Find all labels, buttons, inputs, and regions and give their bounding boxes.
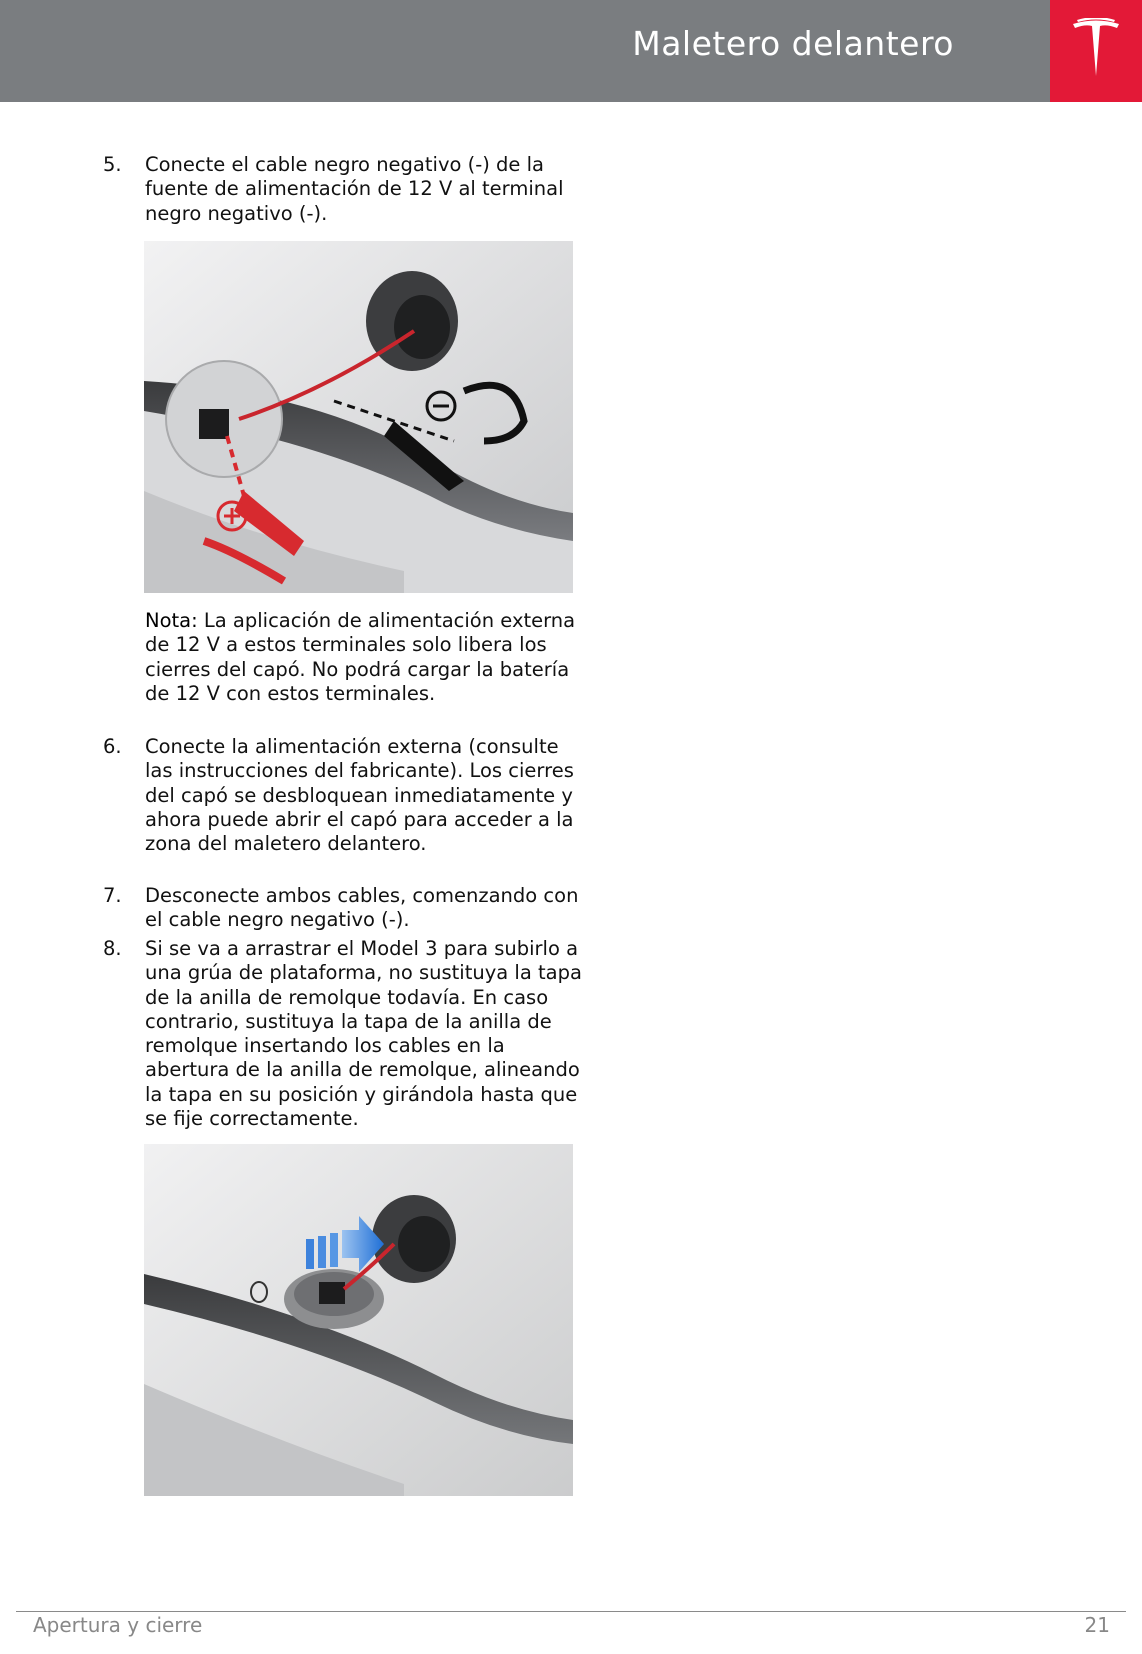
page-number: 21 bbox=[1084, 1613, 1110, 1637]
step-number: 6. bbox=[103, 735, 122, 758]
tesla-logo-icon bbox=[1071, 18, 1121, 78]
jumper-cables-illustration-icon bbox=[144, 241, 573, 593]
page-title: Maletero delantero bbox=[632, 24, 954, 63]
footer-section: Apertura y cierre bbox=[33, 1613, 203, 1637]
note-block bbox=[145, 609, 585, 706]
page-header bbox=[0, 0, 1142, 102]
note-text: La aplicación de alimentación externa de 12 V a estos terminales solo libera los cierres del capó. No podrá cargar la batería de 12 V con estos terminales. bbox=[145, 609, 576, 705]
step-text: Desconecte ambos cables, comenzando con el cable negro negativo (-). bbox=[145, 884, 579, 932]
figure-replace-cap bbox=[144, 1144, 573, 1496]
brand-logo-box bbox=[1050, 0, 1142, 102]
figure-connect-terminals bbox=[144, 241, 573, 593]
step-number: 8. bbox=[103, 937, 122, 960]
step-text: Conecte la alimentación externa (consulte las instrucciones del fabricante). Los cierres del capó se desbloquean inmediatamente y ahora puede abrir el capó para acceder a la zona del maletero delantero. bbox=[145, 735, 574, 856]
step-number: 5. bbox=[103, 153, 122, 176]
footer-divider bbox=[16, 1611, 1126, 1612]
step-number: 7. bbox=[103, 884, 122, 907]
step-text: Si se va a arrastrar el Model 3 para subirlo a una grúa de plataforma, no sustituya la tapa de la anilla de remolque todavía. En caso contrario, sustituya la tapa de la anilla de remolque insertando los cables en la abertura de la anilla de remolque, alineando la tapa en su posición y girándola hasta que se fije correctamente. bbox=[145, 937, 582, 1131]
tow-cap-illustration-icon bbox=[144, 1144, 573, 1496]
step-text: Conecte el cable negro negativo (-) de la fuente de alimentación de 12 V al terminal negro negativo (-). bbox=[145, 153, 564, 225]
note-label: Nota: bbox=[145, 609, 198, 632]
